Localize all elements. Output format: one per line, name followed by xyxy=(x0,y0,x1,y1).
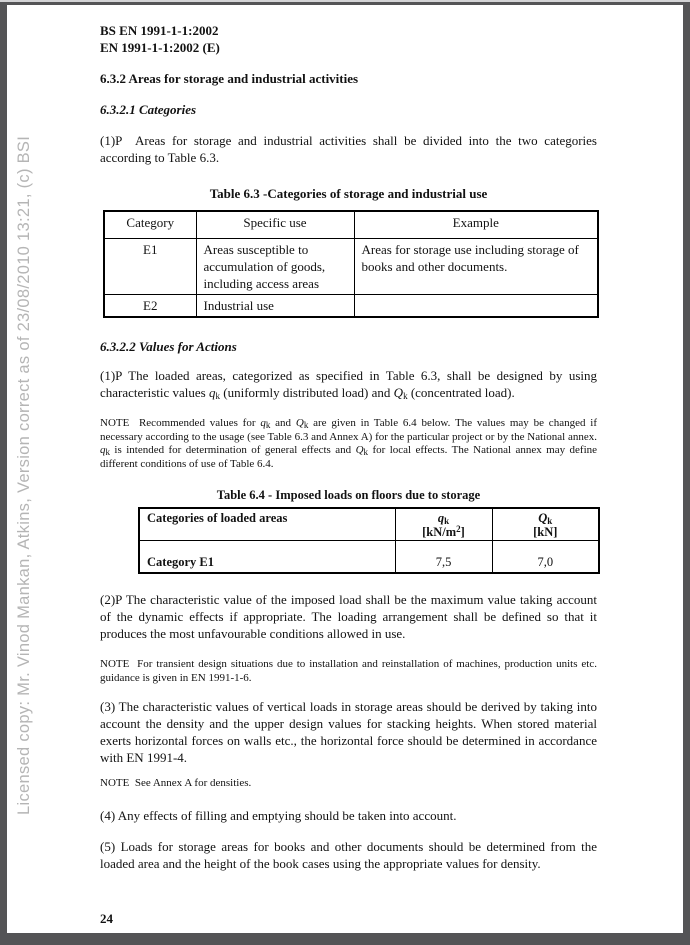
table-6-4 xyxy=(138,507,600,574)
subscript-k: k xyxy=(547,516,553,526)
table-6-3-header-example: Example xyxy=(354,211,598,239)
heading-6-3-2-2: 6.3.2.2 Values for Actions xyxy=(100,339,237,354)
table-6-4-header-categories: Categories of loaded areas xyxy=(139,508,395,541)
subscript-k: k xyxy=(265,420,271,430)
table-6-4-title: Table 6.4 - Imposed loads on floors due to storage xyxy=(216,488,481,502)
table-6-4-header-qk xyxy=(395,508,492,541)
paragraph-5: (5) Loads for storage areas for books and other documents should be determined from the loaded area and the height of the book cases using the appropriate values for density. xyxy=(100,838,597,871)
table-row xyxy=(139,541,599,574)
subscript-k: k xyxy=(444,516,450,526)
doc-ref-line1: BS EN 1991-1-1:2002 xyxy=(100,23,219,38)
symbol-qk: q xyxy=(260,417,266,429)
note-annex-a: NOTE See Annex A for densities. xyxy=(100,777,252,789)
note-transient-design: NOTE For transient design situations due to installation and reinstallation of machines, production units etc. guidance is given in EN 1991-1-6. xyxy=(100,658,597,684)
superscript-2: 2 xyxy=(456,523,461,534)
table-6-3 xyxy=(103,210,599,318)
table-row xyxy=(104,295,598,318)
subscript-k: k xyxy=(403,391,408,401)
heading-6-3-2: 6.3.2 Areas for storage and industrial activities xyxy=(100,71,359,86)
license-watermark: Licensed copy: Mr. Vinod Mankan, Atkins, Version correct as of 23/08/2010 13:21, (c) BSI xyxy=(15,135,33,815)
page-content xyxy=(100,5,597,927)
table-6-4-cell-category-e1: Category E1 xyxy=(139,541,395,574)
unit-text: ] xyxy=(460,524,465,539)
paragraph-4: (4) Any effects of filling and emptying should be taken into account. xyxy=(100,807,457,823)
table-6-3-cell-e2-use: Industrial use xyxy=(196,295,354,318)
table-6-3-title: Table 6.3 -Categories of storage and industrial use xyxy=(209,186,488,201)
table-6-4-cell-qk-value: 7,5 xyxy=(395,541,492,574)
subscript-k: k xyxy=(363,447,369,457)
table-6-3-cell-e2-example xyxy=(354,295,598,318)
symbol-qk: q xyxy=(209,385,216,400)
note-text: NOTE Recommended values for xyxy=(100,417,261,429)
paragraph-1p-categories: (1)P Areas for storage and industrial activities shall be divided into the two categories according to Table 6.3. xyxy=(100,133,597,165)
paragraph-2p: (2)P The characteristic value of the imposed load shall be the maximum value taking account of the dynamic effects if appropriate. The loading arrangement shall be defined so that it produces the most unfavourable conditions allowed in use. xyxy=(100,592,597,641)
note-text: are given in Table 6.4 below. The values may be changed if necessary according to the usage (see Table 6.3 and Annex A) for the particular project or by the National annex. xyxy=(100,417,597,443)
paragraph-text: (1)P The loaded areas, categorized as specified in Table 6.3, shall be designed by using characteristic values xyxy=(100,368,597,400)
symbol-Qk: Q xyxy=(393,385,404,400)
paragraph-3: (3) The characteristic values of vertical loads in storage areas should be derived by taking into account the density and the upper design values for stacking heights. When stored material exerts horizontal forces on walls etc., the horizontal force should be determined in accordance with EN 1991-4. xyxy=(100,699,597,765)
paragraph-1p-values xyxy=(100,367,597,401)
table-6-3-cell-e2: E2 xyxy=(104,295,196,318)
table-6-3-header-category: Category xyxy=(104,211,196,239)
unit-text: [kN] xyxy=(533,524,558,539)
table-6-4-header-row xyxy=(139,508,599,541)
table-6-3-header-specific-use: Specific use xyxy=(196,211,354,239)
heading-6-3-2-1: 6.3.2.1 Categories xyxy=(100,102,197,117)
symbol-qk: q xyxy=(437,511,445,525)
symbol-Qk: Q xyxy=(538,511,548,525)
subscript-k: k xyxy=(303,420,309,430)
subscript-k: k xyxy=(215,391,220,401)
document-page xyxy=(7,5,683,933)
note-text: is intended for determination of general effects and xyxy=(110,444,356,456)
table-6-4-cell-Qk-value: 7,0 xyxy=(492,541,599,574)
paragraph-text: (concentrated load). xyxy=(407,385,515,400)
paragraph-text: (uniformly distributed load) and xyxy=(220,385,394,400)
table-6-3-cell-e1-use: Areas susceptible to accumulation of goods, including access areas xyxy=(196,239,354,295)
document-reference xyxy=(100,22,597,56)
symbol-Qk: Q xyxy=(355,444,364,456)
note-text: for local effects. The National annex may define different conditions of use of Table 6.4. xyxy=(100,444,598,470)
note-text: and xyxy=(270,417,296,429)
symbol-Qk: Q xyxy=(295,417,304,429)
note-recommended-values xyxy=(100,417,597,471)
table-6-3-cell-e1-example: Areas for storage use including storage of books and other documents. xyxy=(354,239,598,295)
symbol-qk: q xyxy=(100,444,106,456)
table-row xyxy=(104,239,598,295)
page-number: 24 xyxy=(100,910,113,926)
subscript-k: k xyxy=(105,447,110,457)
viewer-top-strip xyxy=(0,0,690,2)
table-6-3-header-row xyxy=(104,211,598,239)
doc-ref-line2: EN 1991-1-1:2002 (E) xyxy=(100,40,220,55)
table-6-3-cell-e1: E1 xyxy=(104,239,196,295)
table-6-4-header-Qk xyxy=(492,508,599,541)
unit-text: [kN/m xyxy=(422,524,457,539)
